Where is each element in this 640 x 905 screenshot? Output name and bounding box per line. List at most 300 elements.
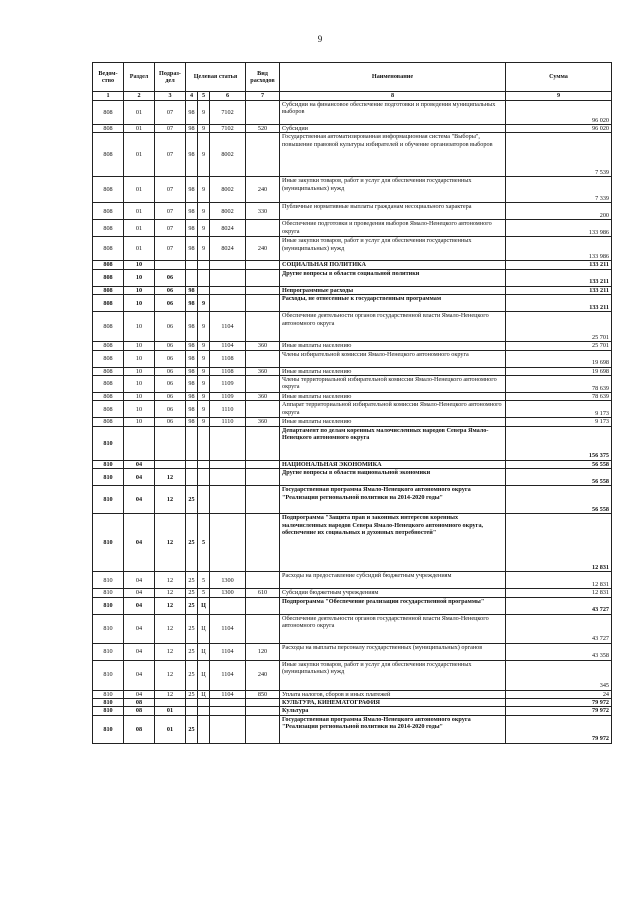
cell-sum: 78 639 [506, 393, 612, 401]
cell-direction [210, 699, 246, 707]
cell-exptype: 610 [246, 589, 280, 597]
cell-subsection: 07 [155, 220, 186, 237]
cell-subsection: 06 [155, 418, 186, 426]
cell-name: Другие вопросы в области социальной политики [280, 269, 506, 286]
cell-section [124, 426, 155, 460]
cell-dept: 808 [93, 342, 124, 350]
cell-exptype [246, 133, 280, 177]
table-row [93, 690, 612, 698]
cell-subsection: 06 [155, 312, 186, 342]
cell-program: 98 [186, 101, 198, 125]
cell-exptype: 360 [246, 367, 280, 375]
cell-program: 25 [186, 715, 198, 743]
cell-name: Департамент по делам коренных малочисленных народов Севера Ямало-Ненецкого автономного округа [280, 426, 506, 460]
table-row [93, 707, 612, 715]
cell-section: 10 [124, 401, 155, 418]
cell-direction [210, 597, 246, 614]
header-target: Целевая статья [186, 63, 246, 92]
cell-subprogram: 9 [198, 376, 210, 393]
cell-dept: 808 [93, 286, 124, 294]
cell-subprogram: 9 [198, 133, 210, 177]
cell-subprogram: 9 [198, 350, 210, 367]
cell-direction: 1108 [210, 367, 246, 375]
cell-dept: 810 [93, 660, 124, 690]
cell-name: Непрограммные расходы [280, 286, 506, 294]
cell-section: 04 [124, 690, 155, 698]
cell-exptype [246, 572, 280, 589]
cell-exptype [246, 460, 280, 468]
table-row [93, 426, 612, 460]
cell-direction [210, 261, 246, 269]
table-row [93, 660, 612, 690]
cell-program [186, 426, 198, 460]
cell-sum: 7 339 [506, 177, 612, 203]
cell-direction: 8002 [210, 177, 246, 203]
cell-direction [210, 486, 246, 514]
cell-section: 04 [124, 597, 155, 614]
cell-subprogram: 9 [198, 101, 210, 125]
cell-direction: 1109 [210, 393, 246, 401]
cell-name: Расходы на предоставление субсидий бюджетным учреждениям [280, 572, 506, 589]
cell-sum: 133 211 [506, 269, 612, 286]
page-number: 9 [317, 34, 323, 44]
cell-dept: 808 [93, 125, 124, 133]
cell-exptype: 850 [246, 690, 280, 698]
cell-program: 98 [186, 367, 198, 375]
header-row [93, 63, 612, 92]
cell-direction: 7102 [210, 125, 246, 133]
cell-section: 01 [124, 101, 155, 125]
cell-section: 10 [124, 350, 155, 367]
table-row [93, 342, 612, 350]
cell-program: 98 [186, 295, 198, 312]
table-row [93, 286, 612, 294]
cell-name: Иные закупки товаров, работ и услуг для обеспечения государственных (муниципальных) нужд [280, 660, 506, 690]
cell-name: Подпрограмма "Обеспечение реализации государственной программы" [280, 597, 506, 614]
cell-program: 25 [186, 597, 198, 614]
cell-program: 25 [186, 589, 198, 597]
table-row [93, 514, 612, 572]
cell-section: 08 [124, 715, 155, 743]
cell-subsection: 07 [155, 177, 186, 203]
cell-subsection [155, 426, 186, 460]
cell-program: 25 [186, 514, 198, 572]
cell-subprogram: 5 [198, 572, 210, 589]
cell-direction: 7102 [210, 101, 246, 125]
cell-subprogram: Ц [198, 597, 210, 614]
cell-direction [210, 295, 246, 312]
header-section: Раздел [124, 63, 155, 92]
cell-subsection: 07 [155, 101, 186, 125]
cell-direction [210, 469, 246, 486]
cell-program: 98 [186, 125, 198, 133]
table-row [93, 177, 612, 203]
cell-name: Уплата налогов, сборов и иных платежей [280, 690, 506, 698]
cell-program: 25 [186, 643, 198, 660]
table-row [93, 572, 612, 589]
cell-subprogram [198, 469, 210, 486]
cell-subsection: 01 [155, 707, 186, 715]
cell-sum: 43 727 [506, 597, 612, 614]
cell-direction: 8024 [210, 220, 246, 237]
cell-program: 98 [186, 376, 198, 393]
cell-direction [210, 426, 246, 460]
cell-subprogram [198, 486, 210, 514]
table-row [93, 203, 612, 220]
cell-exptype [246, 312, 280, 342]
cell-subsection: 12 [155, 589, 186, 597]
index-cell: 4 [186, 92, 198, 101]
cell-dept: 808 [93, 261, 124, 269]
cell-subprogram: 9 [198, 295, 210, 312]
cell-sum: 9 173 [506, 401, 612, 418]
cell-section: 10 [124, 261, 155, 269]
header-sum: Сумма [506, 63, 612, 92]
cell-section: 10 [124, 376, 155, 393]
cell-subprogram [198, 269, 210, 286]
cell-subsection: 12 [155, 614, 186, 643]
cell-program: 98 [186, 350, 198, 367]
cell-subsection [155, 699, 186, 707]
cell-dept: 810 [93, 699, 124, 707]
cell-section: 01 [124, 237, 155, 261]
cell-name: Члены избирательной комиссии Ямало-Ненецкого автономного округа [280, 350, 506, 367]
cell-section: 01 [124, 203, 155, 220]
cell-sum: 12 831 [506, 572, 612, 589]
cell-sum: 56 558 [506, 486, 612, 514]
cell-dept: 810 [93, 690, 124, 698]
table-row [93, 597, 612, 614]
cell-name: Аппарат территориальной избирательной комиссии Ямало-Ненецкого автономного округа [280, 401, 506, 418]
cell-exptype [246, 286, 280, 294]
cell-subprogram [198, 707, 210, 715]
cell-name: Субсидии [280, 125, 506, 133]
cell-subprogram: Ц [198, 660, 210, 690]
cell-sum: 7 539 [506, 133, 612, 177]
cell-sum: 19 698 [506, 350, 612, 367]
cell-sum: 79 972 [506, 699, 612, 707]
cell-sum: 9 173 [506, 418, 612, 426]
cell-sum: 79 972 [506, 715, 612, 743]
cell-program: 98 [186, 393, 198, 401]
cell-subsection: 12 [155, 643, 186, 660]
table-row [93, 261, 612, 269]
cell-name: Иные закупки товаров, работ и услуг для обеспечения государственных (муниципальных) нужд [280, 237, 506, 261]
cell-subsection: 06 [155, 376, 186, 393]
cell-name: Расходы на выплаты персоналу государственных (муниципальных) органов [280, 643, 506, 660]
cell-direction: 8024 [210, 237, 246, 261]
cell-section: 10 [124, 367, 155, 375]
table-row [93, 643, 612, 660]
cell-name: Публичные нормативные выплаты гражданам несоциального характера [280, 203, 506, 220]
cell-subsection [155, 261, 186, 269]
table-row [93, 220, 612, 237]
cell-exptype: 360 [246, 393, 280, 401]
table-row [93, 376, 612, 393]
cell-section: 04 [124, 589, 155, 597]
cell-direction: 1104 [210, 312, 246, 342]
cell-section: 10 [124, 269, 155, 286]
cell-sum: 133 211 [506, 295, 612, 312]
cell-dept: 808 [93, 350, 124, 367]
table-row [93, 269, 612, 286]
cell-sum: 43 727 [506, 614, 612, 643]
cell-dept: 808 [93, 237, 124, 261]
cell-direction: 1104 [210, 342, 246, 350]
cell-direction [210, 715, 246, 743]
cell-dept: 808 [93, 101, 124, 125]
cell-subsection: 12 [155, 486, 186, 514]
cell-dept: 808 [93, 393, 124, 401]
cell-exptype [246, 295, 280, 312]
cell-sum: 56 558 [506, 469, 612, 486]
cell-sum: 156 375 [506, 426, 612, 460]
index-cell: 6 [210, 92, 246, 101]
cell-section: 08 [124, 699, 155, 707]
cell-section: 10 [124, 342, 155, 350]
cell-subsection: 06 [155, 367, 186, 375]
cell-section: 04 [124, 614, 155, 643]
table-row [93, 101, 612, 125]
cell-dept: 810 [93, 486, 124, 514]
cell-sum: 133 986 [506, 237, 612, 261]
cell-subprogram: Ц [198, 643, 210, 660]
header-subsection: Подраз-дел [155, 63, 186, 92]
table-row [93, 699, 612, 707]
cell-section: 10 [124, 418, 155, 426]
cell-subprogram [198, 286, 210, 294]
cell-program: 98 [186, 203, 198, 220]
cell-sum: 25 701 [506, 312, 612, 342]
index-cell: 2 [124, 92, 155, 101]
cell-dept: 810 [93, 614, 124, 643]
table-row [93, 486, 612, 514]
cell-subsection: 12 [155, 690, 186, 698]
cell-section: 01 [124, 220, 155, 237]
cell-section: 04 [124, 660, 155, 690]
cell-name: Государственная программа Ямало-Ненецкого автономного округа "Реализация региональной политики на 2014-2020 годы" [280, 715, 506, 743]
cell-subprogram: 5 [198, 514, 210, 572]
table-row [93, 715, 612, 743]
cell-subsection: 06 [155, 295, 186, 312]
cell-program [186, 707, 198, 715]
cell-sum: 12 831 [506, 514, 612, 572]
cell-name: Обеспечение деятельности органов государственной власти Ямало-Ненецкого автономного округа [280, 312, 506, 342]
cell-direction: 1104 [210, 643, 246, 660]
header-dept: Ведом-ство [93, 63, 124, 92]
cell-dept: 810 [93, 460, 124, 468]
cell-section: 10 [124, 312, 155, 342]
index-row [93, 92, 612, 101]
cell-exptype [246, 469, 280, 486]
cell-subsection: 12 [155, 514, 186, 572]
cell-subprogram [198, 426, 210, 460]
index-cell: 8 [280, 92, 506, 101]
cell-exptype [246, 269, 280, 286]
cell-subsection: 06 [155, 269, 186, 286]
cell-exptype [246, 614, 280, 643]
cell-dept: 808 [93, 418, 124, 426]
cell-direction [210, 269, 246, 286]
cell-dept: 810 [93, 572, 124, 589]
cell-program: 98 [186, 342, 198, 350]
cell-section: 01 [124, 125, 155, 133]
table-row [93, 418, 612, 426]
cell-subsection: 12 [155, 469, 186, 486]
header-name: Наименование [280, 63, 506, 92]
header-exptype: Вид расходов [246, 63, 280, 92]
cell-dept: 808 [93, 220, 124, 237]
cell-direction [210, 707, 246, 715]
cell-program [186, 269, 198, 286]
cell-program: 98 [186, 418, 198, 426]
cell-exptype [246, 101, 280, 125]
cell-sum: 79 972 [506, 707, 612, 715]
table-row [93, 469, 612, 486]
cell-subprogram: Ц [198, 614, 210, 643]
cell-subsection: 12 [155, 597, 186, 614]
cell-direction: 1108 [210, 350, 246, 367]
cell-subprogram: 9 [198, 177, 210, 203]
cell-name: Члены территориальной избирательной комиссии Ямало-Ненецкого автономного округа [280, 376, 506, 393]
cell-dept: 808 [93, 376, 124, 393]
cell-exptype: 240 [246, 177, 280, 203]
cell-subprogram [198, 261, 210, 269]
table-row [93, 125, 612, 133]
cell-dept: 808 [93, 312, 124, 342]
cell-direction: 8002 [210, 133, 246, 177]
cell-name: КУЛЬТУРА, КИНЕМАТОГРАФИЯ [280, 699, 506, 707]
cell-dept: 808 [93, 295, 124, 312]
budget-table [92, 62, 612, 744]
cell-subprogram: 9 [198, 401, 210, 418]
cell-exptype: 120 [246, 643, 280, 660]
cell-section: 10 [124, 393, 155, 401]
cell-program: 98 [186, 401, 198, 418]
cell-direction [210, 286, 246, 294]
cell-direction [210, 460, 246, 468]
cell-program [186, 469, 198, 486]
cell-exptype [246, 486, 280, 514]
table-row [93, 460, 612, 468]
cell-subsection: 01 [155, 715, 186, 743]
cell-program: 98 [186, 237, 198, 261]
cell-direction: 1104 [210, 660, 246, 690]
cell-sum: 133 986 [506, 220, 612, 237]
cell-section: 04 [124, 486, 155, 514]
index-cell: 9 [506, 92, 612, 101]
cell-program: 98 [186, 286, 198, 294]
cell-name: Подпрограмма "Защита прав и законных интересов коренных малочисленных народов Севера Ямало-Ненецкого автономного округа, обеспечение их социальных и духовных потребностей" [280, 514, 506, 572]
cell-dept: 810 [93, 643, 124, 660]
cell-program [186, 460, 198, 468]
cell-subsection: 07 [155, 203, 186, 220]
cell-subsection: 12 [155, 572, 186, 589]
cell-sum: 133 211 [506, 286, 612, 294]
cell-subprogram [198, 699, 210, 707]
cell-program [186, 699, 198, 707]
cell-subprogram: 9 [198, 220, 210, 237]
cell-exptype [246, 426, 280, 460]
cell-name: Другие вопросы в области национальной экономики [280, 469, 506, 486]
cell-section: 04 [124, 514, 155, 572]
cell-section: 04 [124, 460, 155, 468]
cell-exptype: 360 [246, 418, 280, 426]
cell-direction: 1109 [210, 376, 246, 393]
cell-sum: 25 701 [506, 342, 612, 350]
cell-name: СОЦИАЛЬНАЯ ПОЛИТИКА [280, 261, 506, 269]
cell-direction [210, 514, 246, 572]
cell-name: Обеспечение деятельности органов государственной власти Ямало-Ненецкого автономного округа [280, 614, 506, 643]
cell-dept: 810 [93, 589, 124, 597]
cell-subprogram: 9 [198, 312, 210, 342]
cell-name: Расходы, не отнесенные к государственным программам [280, 295, 506, 312]
cell-dept: 808 [93, 203, 124, 220]
cell-subprogram: 9 [198, 237, 210, 261]
table-row [93, 401, 612, 418]
cell-subprogram: Ц [198, 690, 210, 698]
cell-section: 10 [124, 286, 155, 294]
cell-name: Иные выплаты населению [280, 367, 506, 375]
cell-section: 04 [124, 469, 155, 486]
cell-direction: 1110 [210, 401, 246, 418]
cell-exptype [246, 715, 280, 743]
cell-program: 98 [186, 220, 198, 237]
table-row [93, 367, 612, 375]
cell-exptype [246, 597, 280, 614]
cell-dept: 810 [93, 469, 124, 486]
cell-subprogram: 9 [198, 393, 210, 401]
cell-sum: 12 831 [506, 589, 612, 597]
cell-dept: 808 [93, 133, 124, 177]
cell-subsection: 06 [155, 286, 186, 294]
cell-subprogram: 5 [198, 589, 210, 597]
cell-name: Иные выплаты населению [280, 393, 506, 401]
cell-exptype [246, 401, 280, 418]
cell-section: 04 [124, 572, 155, 589]
cell-subprogram: 9 [198, 342, 210, 350]
cell-program: 25 [186, 614, 198, 643]
cell-exptype: 520 [246, 125, 280, 133]
cell-program: 25 [186, 690, 198, 698]
cell-subprogram: 9 [198, 418, 210, 426]
cell-name: Обеспечение подготовки и проведения выборов Ямало-Ненецкого автономного округа [280, 220, 506, 237]
index-cell: 3 [155, 92, 186, 101]
cell-subprogram [198, 460, 210, 468]
cell-sum: 24 [506, 690, 612, 698]
cell-direction: 8002 [210, 203, 246, 220]
table-row [93, 614, 612, 643]
cell-section: 01 [124, 133, 155, 177]
cell-section: 04 [124, 643, 155, 660]
cell-section: 08 [124, 707, 155, 715]
cell-dept: 810 [93, 514, 124, 572]
cell-exptype: 360 [246, 342, 280, 350]
cell-dept: 810 [93, 715, 124, 743]
cell-name: Государственная программа Ямало-Ненецкого автономного округа "Реализация региональной политики на 2014-2020 годы" [280, 486, 506, 514]
cell-subsection: 06 [155, 393, 186, 401]
cell-exptype [246, 514, 280, 572]
table-row [93, 312, 612, 342]
cell-subprogram: 9 [198, 203, 210, 220]
cell-name: Культура [280, 707, 506, 715]
cell-exptype [246, 220, 280, 237]
cell-subsection: 07 [155, 125, 186, 133]
cell-dept: 808 [93, 177, 124, 203]
cell-name: Государственная автоматизированная информационная система "Выборы", повышение правовой культуры избирателей и обучение организаторов выборов [280, 133, 506, 177]
cell-subsection: 06 [155, 350, 186, 367]
cell-direction: 1104 [210, 690, 246, 698]
